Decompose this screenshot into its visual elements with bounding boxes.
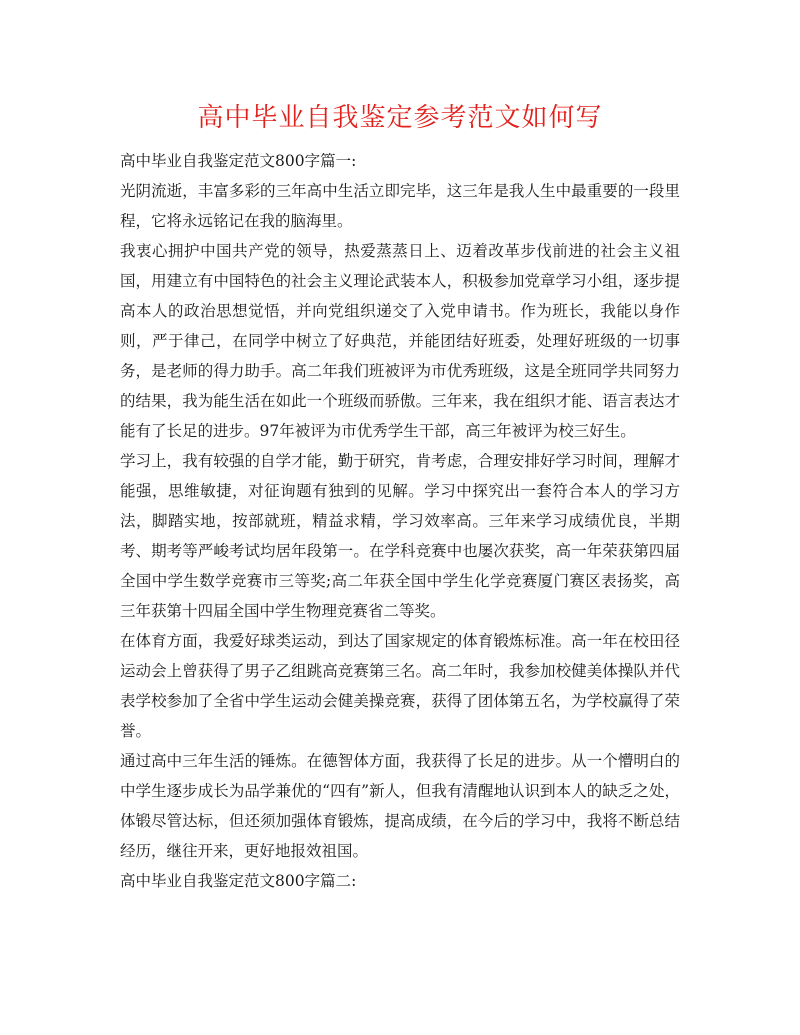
paragraph-2: 我衷心拥护中国共产党的领导，热爱蒸蒸日上、迈着改革步伐前进的社会主义祖国，用建立有中国特色的社会主义理论武装本人，积极参加党章学习小组，逐步提高本人的政治思想觉悟，并向党组织递交了入党申请书。作为班长，我能以身作则，严于律己，在同学中树立了好典范，并能团结好班委，处理好班级的一切事务，是老师的得力助手。高二年我们班被评为市优秀班级，这是全班同学共同努力的结果，我为能生活在如此一个班级而骄傲。三年来，我在组织才能、语言表达才能有了长足的进步。97年被评为市优秀学生干部，高三年被评为校三好生。 bbox=[120, 242, 680, 440]
document-title: 高中毕业自我鉴定参考范文如何写 bbox=[197, 103, 603, 133]
paragraph-4: 在体育方面，我爱好球类运动，到达了国家规定的体育锻炼标准。高一年在校田径运动会上曾获得了男子乙组跳高竞赛第三名。高二年时，我参加校健美体操队并代表学校参加了全省中学生运动会健美操竞赛，获得了团体第五名，为学校赢得了荣誉。 bbox=[120, 632, 680, 740]
paragraph-3: 学习上，我有较强的自学才能，勤于研究，肯考虑，合理安排好学习时间，理解才能强，思维敏捷，对征询题有独到的见解。学习中探究出一套符合本人的学习方法，脚踏实地，按部就班，精益求精，学习效率高。三年来学习成绩优良，半期考、期考等严峻考试均居年段第一。在学科竞赛中也屡次获奖，高一年荣获第四届全国中学生数学竞赛市三等奖;高二年获全国中学生化学竞赛厦门赛区表扬奖，高三年获第十四届全国中学生物理竞赛省二等奖。 bbox=[120, 452, 680, 620]
document-page bbox=[120, 100, 680, 896]
paragraph-1: 光阴流逝，丰富多彩的三年高中生活立即完毕，这三年是我人生中最重要的一段里程，它将永远铭记在我的脑海里。 bbox=[120, 182, 680, 230]
paragraph-5: 通过高中三年生活的锤炼。在德智体方面，我获得了长足的进步。从一个懵明白的中学生逐步成长为品学兼优的“四有”新人，但我有清醒地认识到本人的缺乏之处，体锻尽管达标，但还须加强体育锻炼，提高成绩，在今后的学习中，我将不断总结经历，继往开来，更好地报效祖国。 bbox=[120, 752, 680, 860]
section-heading-1: 高中毕业自我鉴定范文800字篇一: bbox=[120, 152, 357, 170]
section-heading-2: 高中毕业自我鉴定范文800字篇二: bbox=[120, 872, 357, 890]
